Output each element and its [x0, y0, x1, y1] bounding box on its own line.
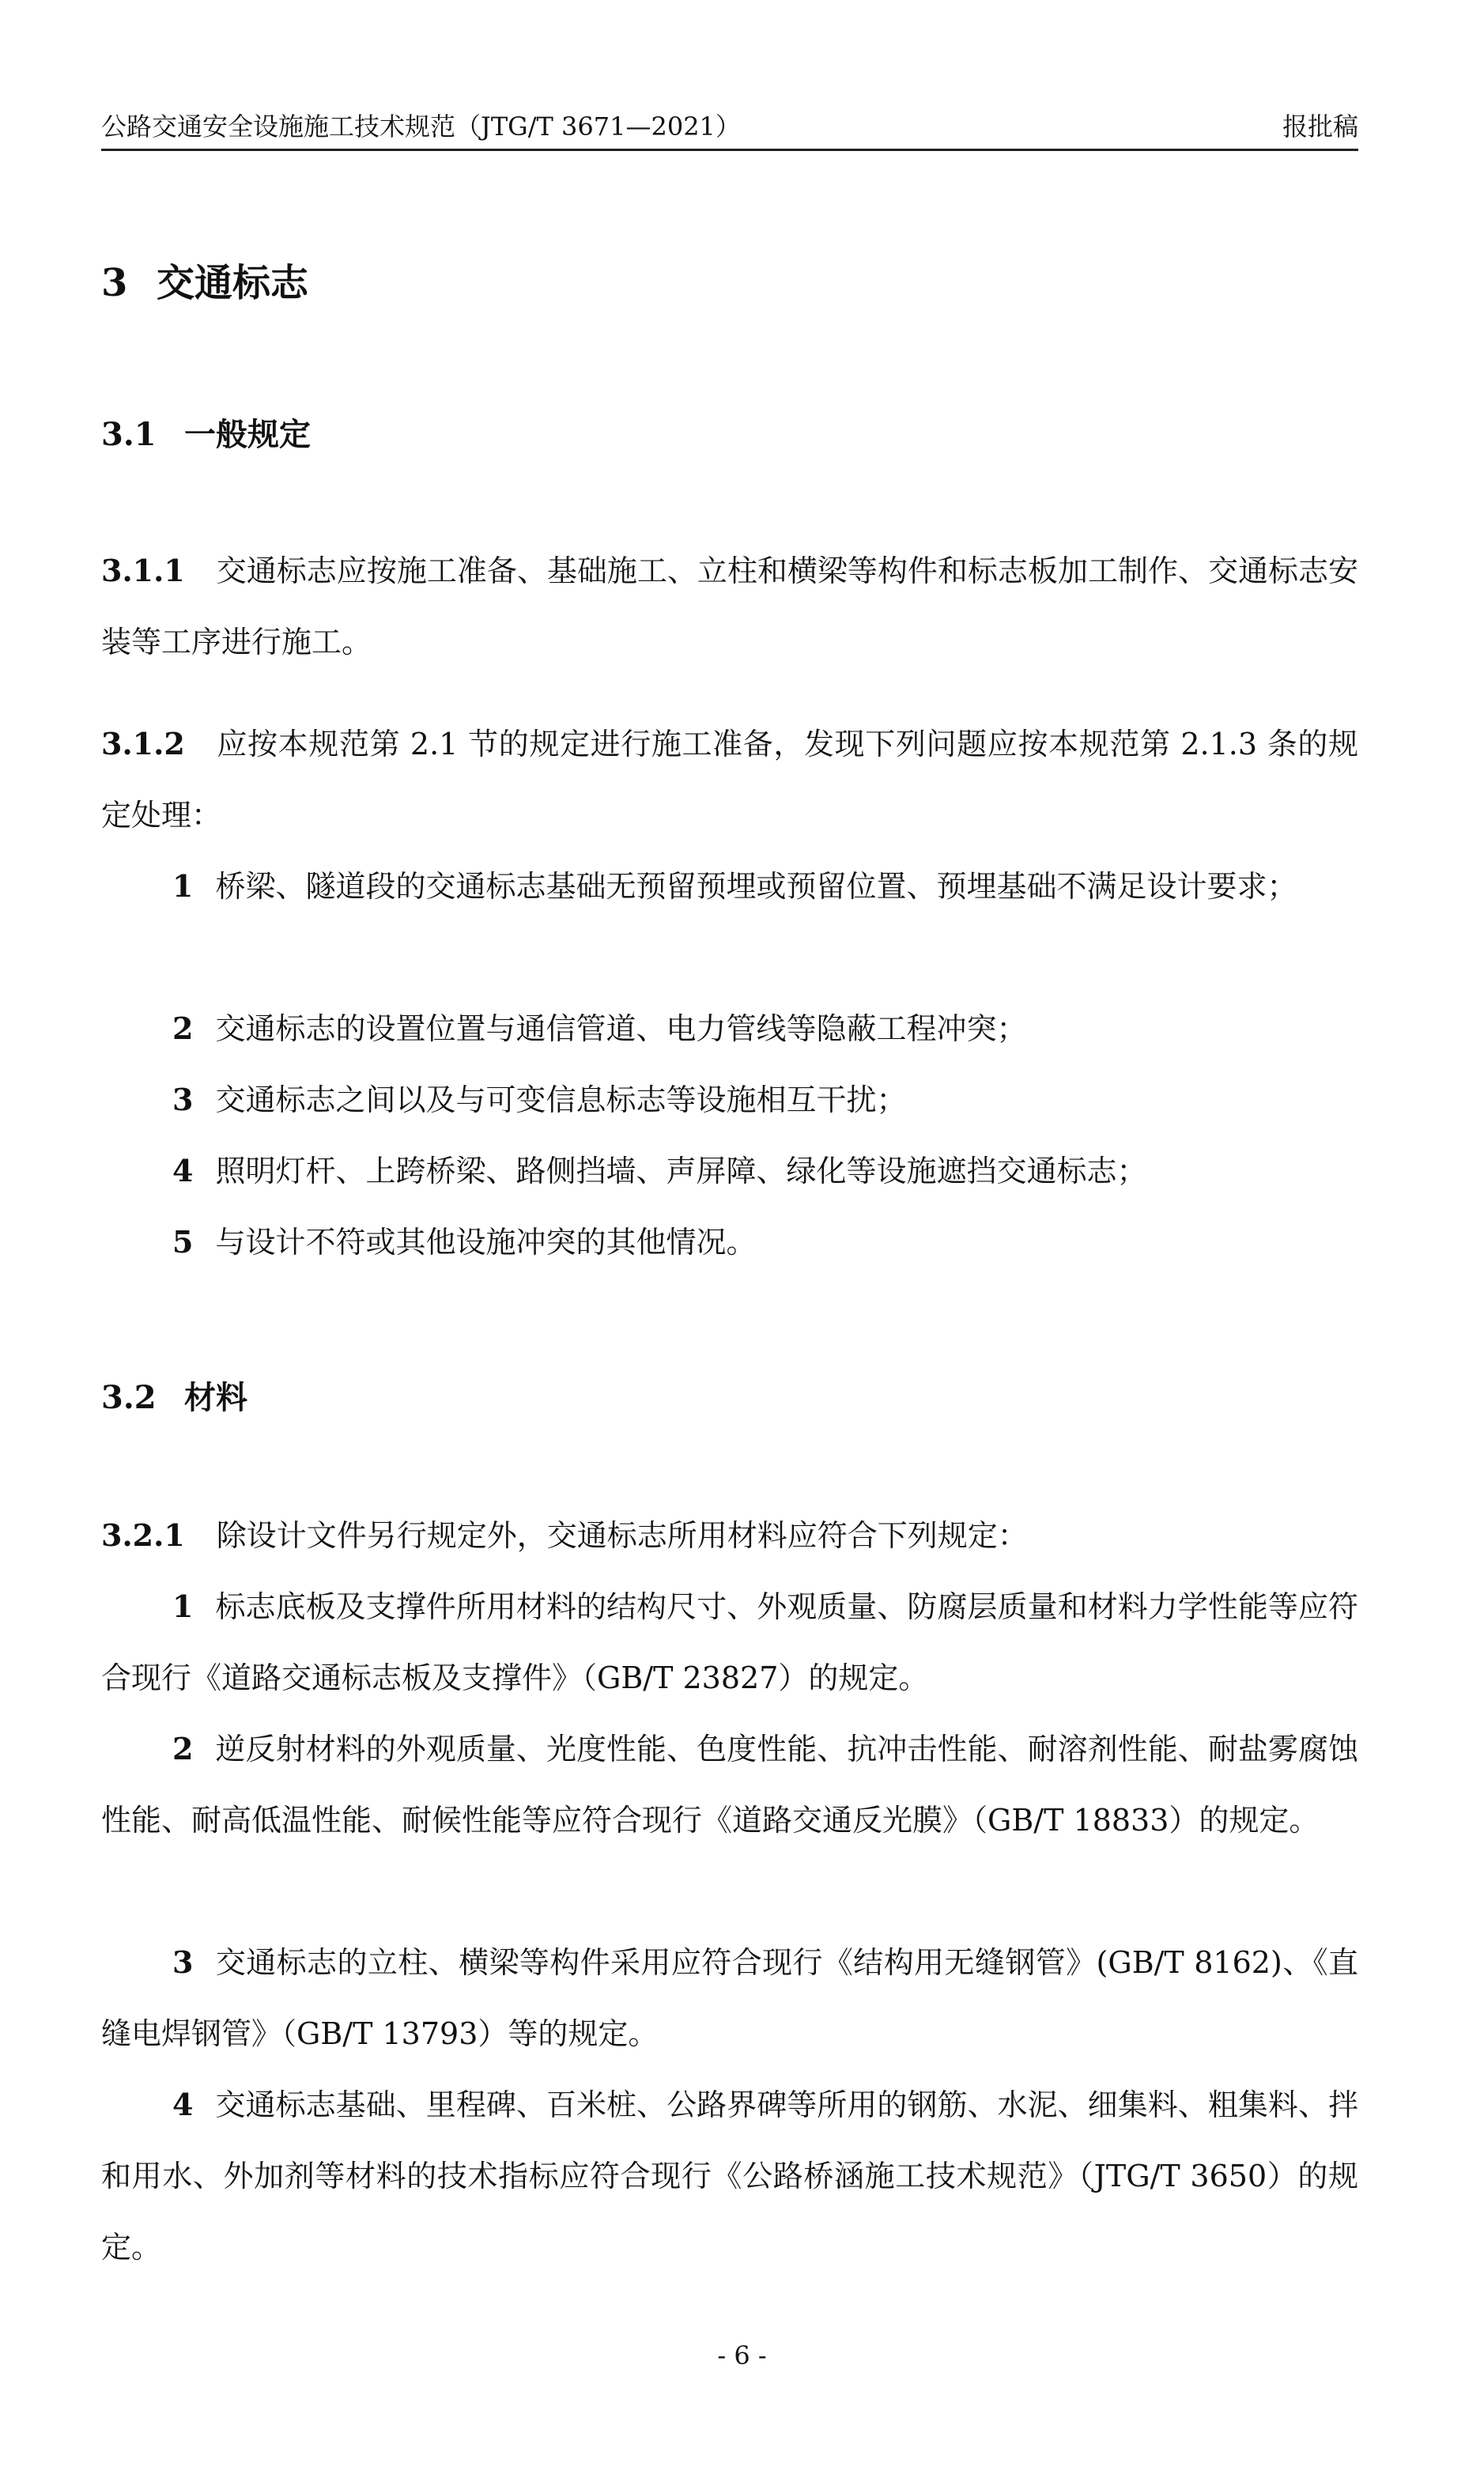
- list-item-number: 5: [172, 1224, 194, 1260]
- chapter-number: 3: [101, 261, 128, 305]
- document-title: 公路交通安全设施施工技术规范（JTG/T 3671—2021）: [101, 111, 741, 142]
- page-header: [101, 104, 1358, 151]
- chapter-title: [101, 261, 308, 305]
- list-item: [101, 1207, 1358, 1278]
- clause-text: 除设计文件另行规定外，交通标志所用材料应符合下列规定：: [216, 1518, 1028, 1553]
- list-item: [101, 1713, 1358, 1856]
- clause-text: 交通标志应按施工准备、基础施工、立柱和横梁等构件和标志板加工制作、交通标志安装等工序进行施工。: [101, 553, 1358, 659]
- list-item: [101, 851, 1358, 922]
- section-number: 3.1: [101, 416, 157, 453]
- list-item-number: 3: [172, 1082, 194, 1117]
- list-item-text: 交通标志的设置位置与通信管道、电力管线等隐蔽工程冲突；: [215, 1011, 1027, 1046]
- list-item-number: 4: [172, 2087, 194, 2122]
- section-title-3-1: [101, 415, 311, 455]
- list-item: [101, 1135, 1358, 1207]
- section-title-text: 材料: [184, 1379, 247, 1416]
- chapter-title-text: 交通标志: [157, 261, 309, 305]
- section-title-3-2: [101, 1378, 247, 1418]
- list-item-number: 2: [172, 1011, 194, 1046]
- clause-text: 应按本规范第 2.1 节的规定进行施工准备，发现下列问题应按本规范第 2.1.3 条的规定处理：: [101, 727, 1358, 833]
- list-item-number: 2: [172, 1731, 194, 1766]
- list-item-text: 桥梁、隧道段的交通标志基础无预留预埋或预留位置、预埋基础不满足设计要求；: [215, 869, 1297, 904]
- clause-number: 3.1.2: [101, 726, 185, 761]
- list-item: [101, 1064, 1358, 1135]
- list-item: [101, 1571, 1358, 1713]
- list-item-number: 3: [172, 1944, 194, 1980]
- section-number: 3.2: [101, 1379, 157, 1416]
- list-item-number: 4: [172, 1153, 194, 1188]
- list-item-text: 交通标志的立柱、横梁等构件采用应符合现行《结构用无缝钢管》(GB/T 8162)、《直缝电焊钢管》（GB/T 13793）等的规定。: [101, 1945, 1358, 2051]
- clause-3-2-1: [101, 1500, 1358, 1571]
- section-title-text: 一般规定: [184, 416, 311, 453]
- clause-3-1-2: [101, 708, 1358, 851]
- list-item-number: 1: [172, 868, 194, 904]
- clause-number: 3.1.1: [101, 553, 185, 588]
- page-number: - 6 -: [717, 2341, 767, 2371]
- draft-status: 报批稿: [1282, 111, 1358, 142]
- list-item-text: 标志底板及支撑件所用材料的结构尺寸、外观质量、防腐层质量和材料力学性能等应符合现行《道路交通标志板及支撑件》（GB/T 23827）的规定。: [101, 1589, 1358, 1695]
- list-item-text: 与设计不符或其他设施冲突的其他情况。: [215, 1225, 757, 1260]
- list-item-text: 交通标志之间以及与可变信息标志等设施相互干扰；: [215, 1082, 907, 1117]
- list-item-number: 1: [172, 1589, 194, 1624]
- list-item-text: 照明灯杆、上跨桥梁、路侧挡墙、声屏障、绿化等设施遮挡交通标志；: [215, 1154, 1147, 1188]
- list-item: [101, 1927, 1358, 2069]
- list-item-text: 逆反射材料的外观质量、光度性能、色度性能、抗冲击性能、耐溶剂性能、耐盐雾腐蚀性能、耐高低温性能、耐候性能等应符合现行《道路交通反光膜》（GB/T 18833）的规定。: [101, 1732, 1358, 1838]
- list-item: [101, 993, 1358, 1064]
- list-item-text: 交通标志基础、里程碑、百米桩、公路界碑等所用的钢筋、水泥、细集料、粗集料、拌和用水、外加剂等材料的技术指标应符合现行《公路桥涵施工技术规范》（JTG/T 3650）的规定。: [101, 2087, 1358, 2265]
- clause-3-1-1: [101, 535, 1358, 678]
- list-item: [101, 2069, 1358, 2283]
- clause-number: 3.2.1: [101, 1517, 185, 1553]
